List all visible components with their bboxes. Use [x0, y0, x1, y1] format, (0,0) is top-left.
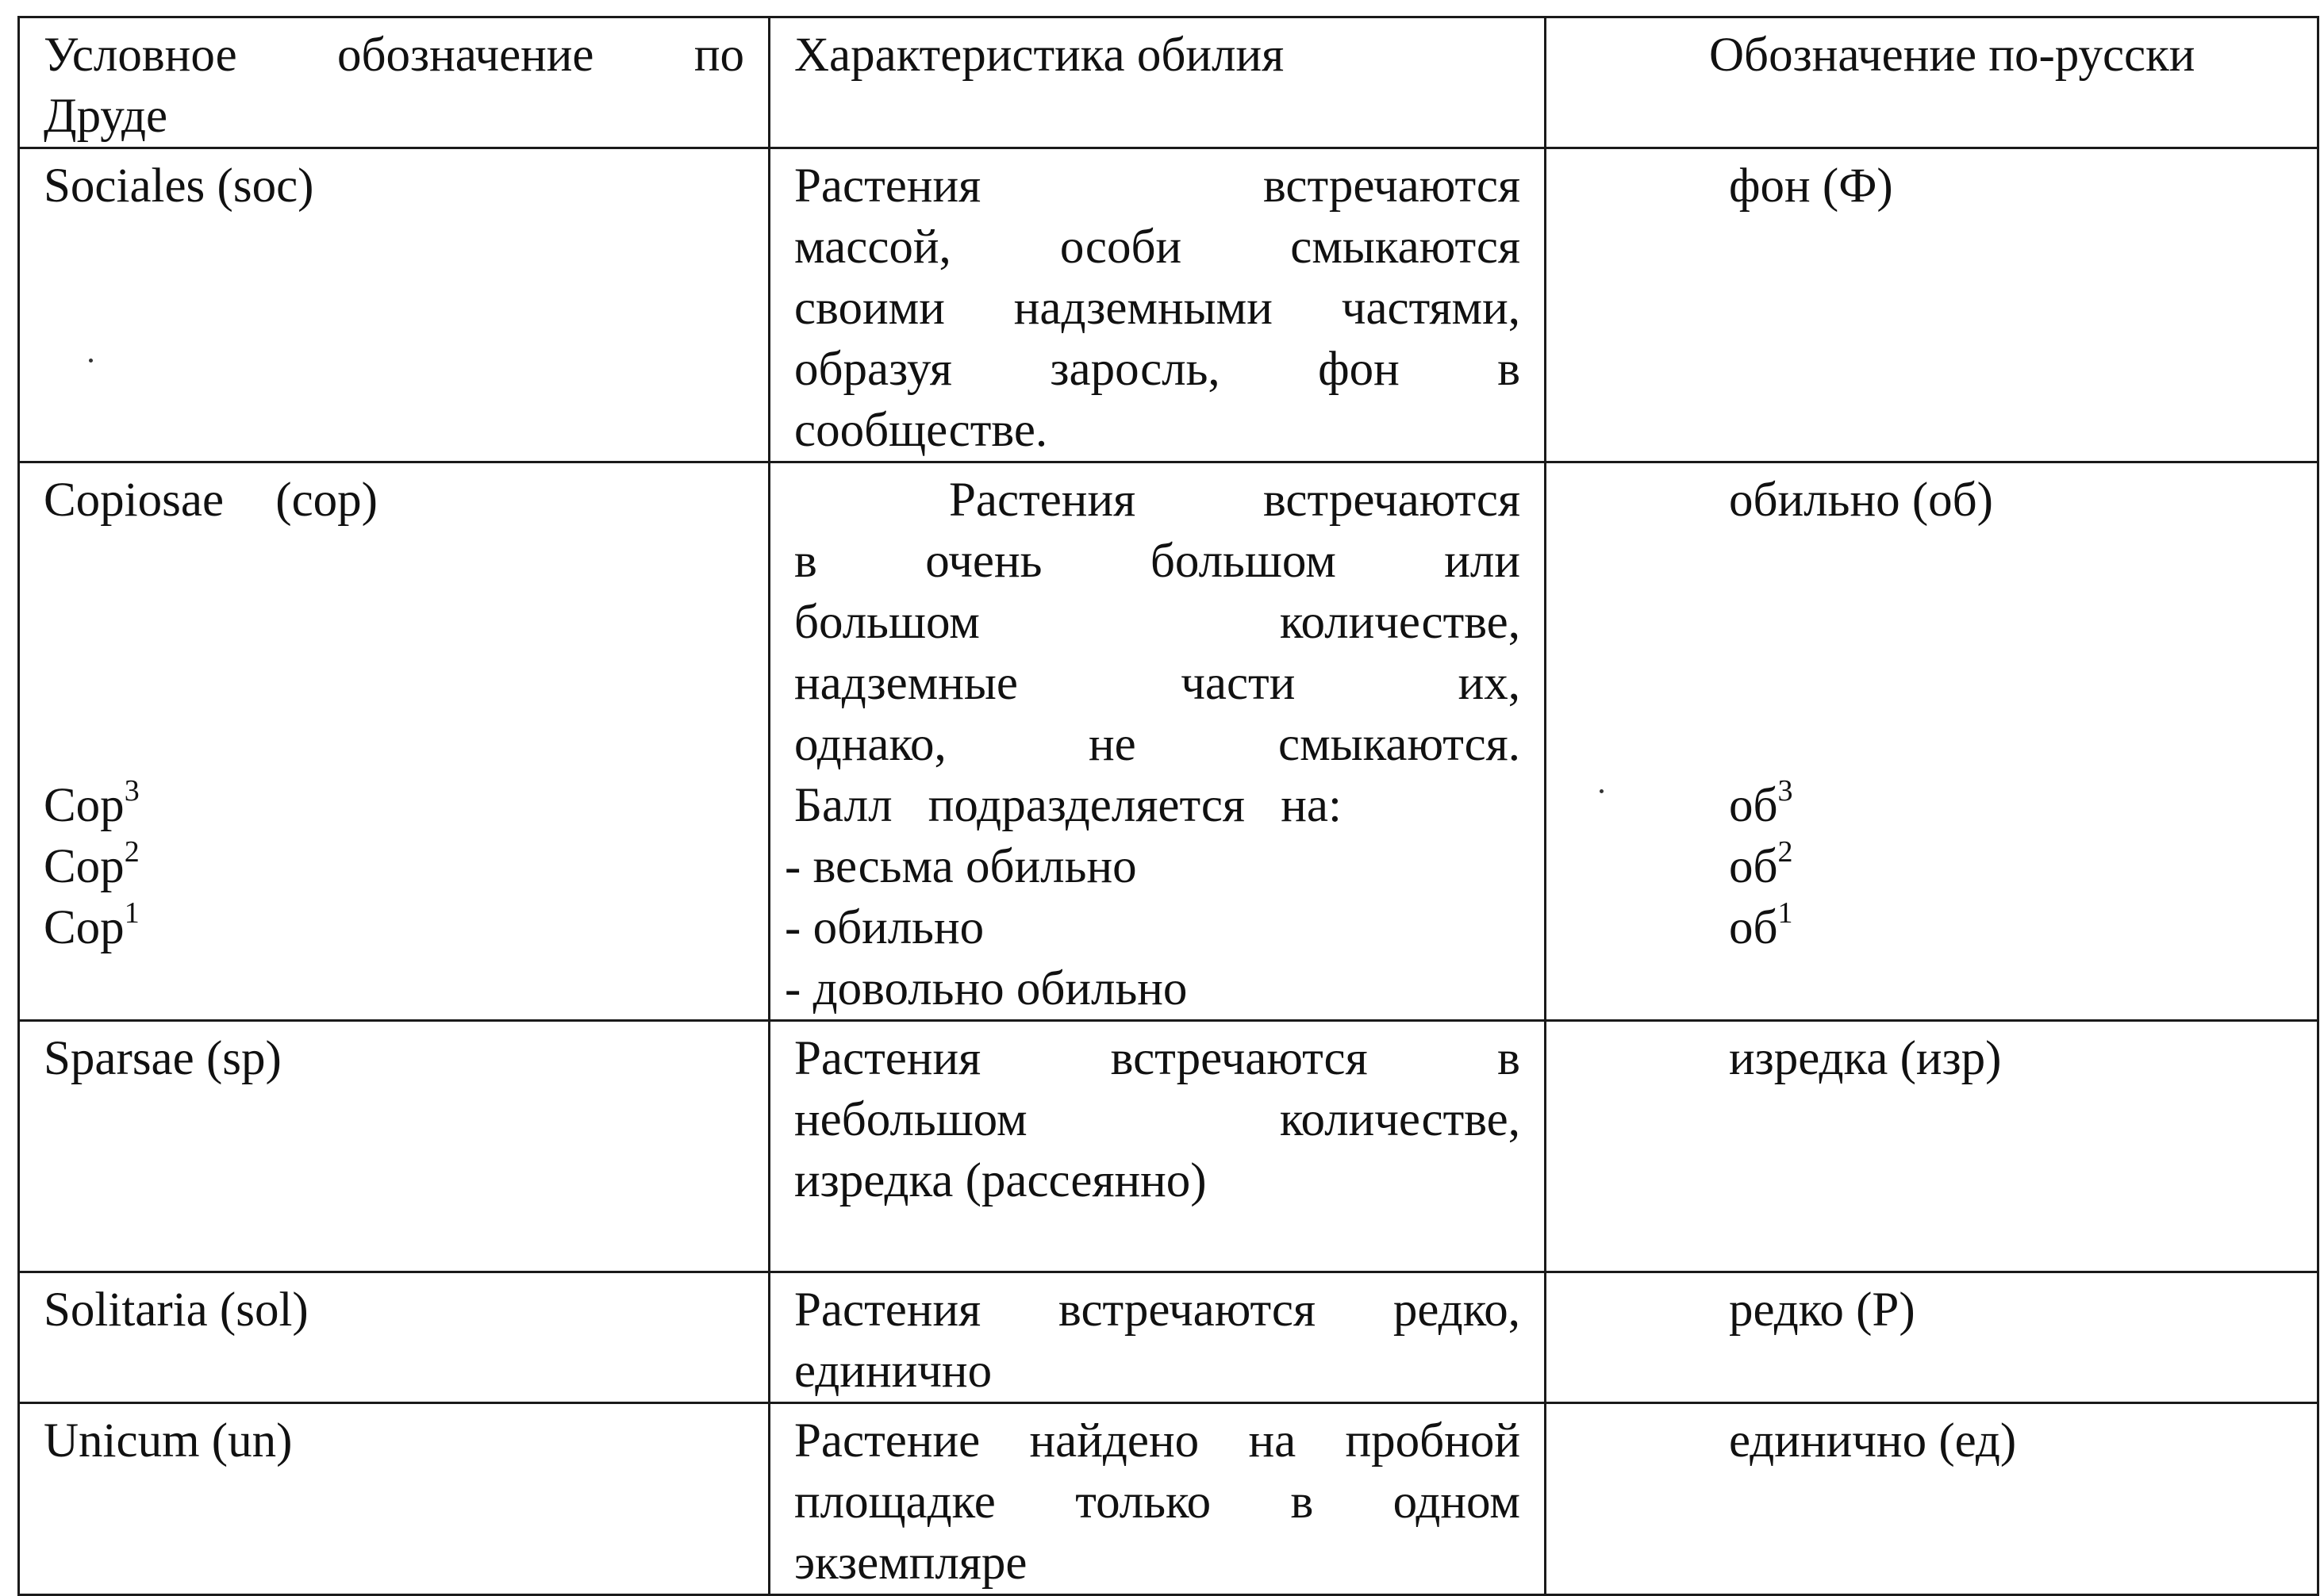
russian-cell	[1546, 1272, 2318, 1403]
drude-cell	[19, 148, 770, 462]
description-line: сообществе.	[794, 404, 1048, 457]
russian-cell	[1546, 462, 2318, 1021]
description-line: Растения встречаются редко,	[794, 1283, 1520, 1337]
drude-cell	[19, 1403, 770, 1595]
drude-symbol: Unicum (un)	[44, 1414, 293, 1467]
description-line: единично	[794, 1345, 993, 1398]
drude-abundance-table	[17, 16, 2319, 1596]
drude-symbol: Sociales (soc)	[44, 159, 314, 213]
description-line: небольшом количестве,	[794, 1093, 1520, 1146]
russian-cell	[1546, 148, 2318, 462]
cop-grade-1: Cop$^1$	[44, 896, 140, 954]
description-line: в очень большом или	[794, 535, 1520, 588]
russian-symbol: изредка (изр)	[1729, 1032, 2002, 1085]
drude-cell	[19, 1272, 770, 1403]
drude-symbol: Sparsae (sp)	[44, 1032, 282, 1085]
description-line: площадке только в одном	[794, 1475, 1520, 1529]
description-line: Растение найдено на пробной	[794, 1414, 1520, 1467]
table-header-row	[19, 17, 2318, 148]
description-cell	[770, 148, 1546, 462]
cop-grade-2: Cop$^2$	[44, 835, 140, 893]
table-row	[19, 462, 2318, 1021]
table-row	[19, 148, 2318, 462]
ob-grade-2: $об^2$	[1729, 835, 1793, 893]
description-cell	[770, 1272, 1546, 1403]
russian-symbol: редко (Р)	[1729, 1283, 1915, 1337]
header-drude-line2: Друде	[44, 90, 168, 143]
description-line: изредка (рассеянно)	[794, 1154, 1207, 1207]
description-cell	[770, 462, 1546, 1021]
description-line: образуя заросль, фон в	[794, 343, 1520, 396]
russian-symbol: фон (Ф)	[1729, 159, 1893, 213]
header-characteristic: Характеристика обилия	[794, 29, 1285, 82]
description-line: массой, особи смыкаются	[794, 221, 1520, 274]
description-cell	[770, 1403, 1546, 1595]
header-russian: Обозначение по-русски	[1709, 29, 2195, 82]
description-line: Растения встречаются	[949, 474, 1520, 527]
ob-grade-1: $об^1$	[1729, 896, 1793, 954]
table-row	[19, 1021, 2318, 1272]
header-characteristic-cell	[770, 17, 1546, 148]
description-line: - обильно	[785, 901, 985, 954]
header-drude-line1: Условное обозначение по	[44, 29, 744, 82]
drude-symbol: Solitaria (sol)	[44, 1283, 309, 1337]
description-line: экземпляре	[794, 1537, 1028, 1590]
description-line: Растения встречаются в	[794, 1032, 1520, 1085]
table-row	[19, 1403, 2318, 1595]
description-line: - весьма обильно	[785, 840, 1137, 893]
russian-cell	[1546, 1403, 2318, 1595]
drude-symbol: Copiosae (cop)	[44, 474, 378, 527]
cop-grade-3: Cop$^3$	[44, 774, 140, 832]
drude-cell	[19, 1021, 770, 1272]
description-line: надземные части их,	[794, 657, 1520, 710]
russian-cell	[1546, 1021, 2318, 1272]
description-line: Растения встречаются	[794, 159, 1520, 213]
description-line: однако, не смыкаются.	[794, 718, 1520, 771]
description-line: Балл подразделяется на:	[794, 779, 1342, 832]
header-drude-cell	[19, 17, 770, 148]
header-russian-cell	[1546, 17, 2318, 148]
ob-grade-3: $об^3$	[1729, 774, 1793, 832]
drude-cell	[19, 462, 770, 1021]
description-line: - довольно обильно	[785, 962, 1188, 1015]
russian-symbol: обильно (об)	[1729, 474, 1993, 527]
description-line: своими надземными частями,	[794, 282, 1520, 335]
table-row	[19, 1272, 2318, 1403]
ob-subgrades	[1729, 775, 2317, 958]
description-line: большом количестве,	[794, 596, 1520, 649]
russian-symbol: единично (ед)	[1729, 1414, 2017, 1467]
description-cell	[770, 1021, 1546, 1272]
cop-subgrades	[44, 775, 768, 958]
